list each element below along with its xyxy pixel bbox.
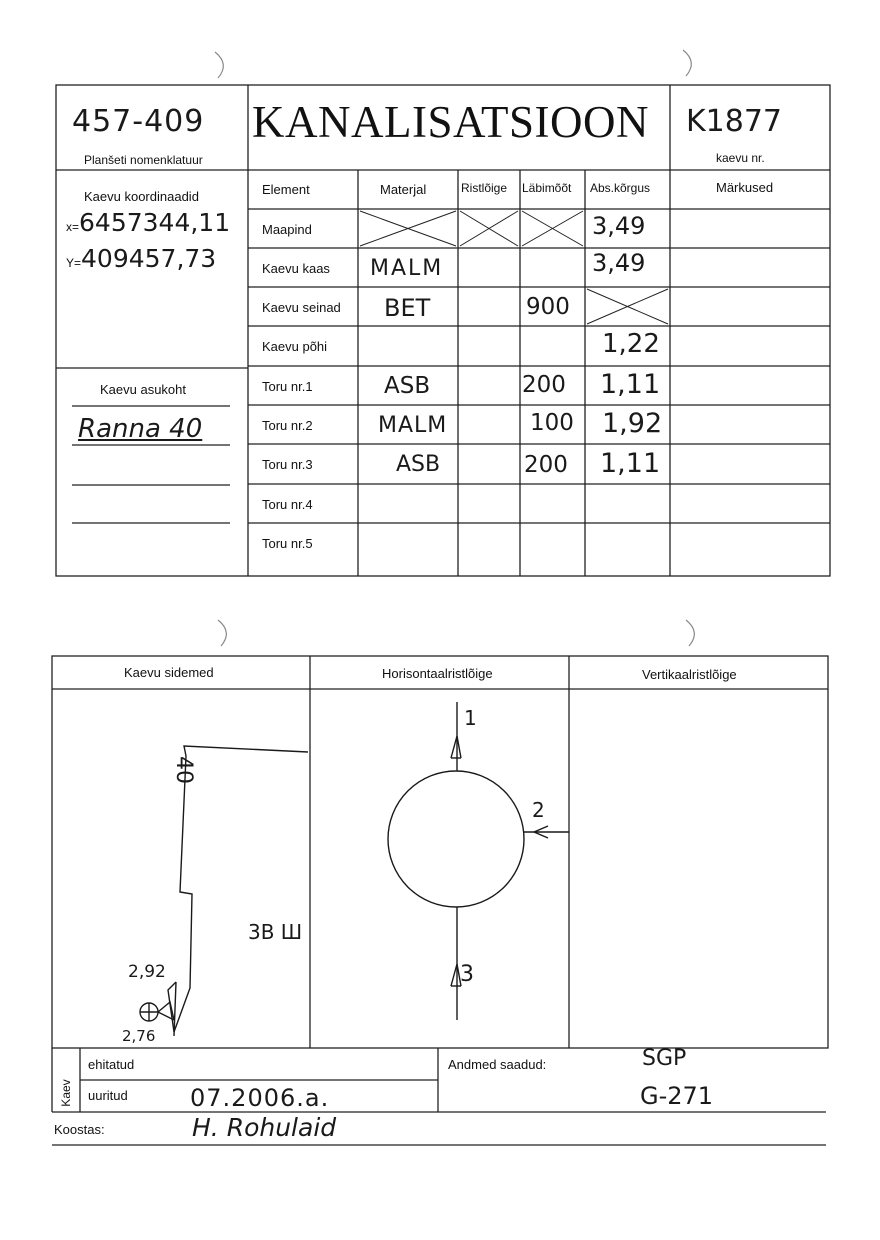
pipe-label-1: 1	[464, 706, 477, 730]
walls-material: BET	[384, 294, 431, 322]
kaev-label: Kaev	[59, 1079, 73, 1107]
pipe-3-elevation: 1,11	[600, 448, 661, 479]
compiled-label: Koostas:	[54, 1122, 105, 1137]
col-header-section: Ristlõige	[461, 181, 508, 195]
references-sketch	[52, 690, 310, 1048]
pipe-label-3: 3	[460, 962, 474, 987]
row-label-pipe-3: Toru nr.3	[262, 457, 313, 472]
lid-elevation: 3,49	[592, 249, 646, 277]
walls-diameter: 900	[526, 294, 570, 320]
row-label-ground: Maapind	[262, 222, 312, 237]
bottom-elevation: 1,22	[602, 329, 660, 359]
data-source-value-1: SGP	[642, 1046, 687, 1071]
compiled-value: H. Rohulaid	[192, 1113, 337, 1142]
col-header-elevation: Abs.kõrgus	[590, 181, 651, 195]
well-outline	[388, 771, 524, 907]
coordinates-label: Kaevu koordinaadid	[84, 189, 199, 204]
sketch-header-vertical: Vertikaalristlõige	[642, 667, 737, 682]
col-header-diameter: Läbimõõt	[522, 181, 572, 195]
surveyed-label: uuritud	[88, 1088, 128, 1103]
reference-upper: 2,92	[128, 962, 166, 982]
direction-mark: 3B Ш	[248, 920, 303, 944]
col-header-remarks: Märkused	[716, 180, 774, 195]
pipe-1-elevation: 1,11	[600, 369, 661, 400]
row-label-walls: Kaevu seinad	[262, 300, 341, 315]
location-value: Ranna 40	[78, 414, 203, 444]
coordinate-x	[66, 208, 230, 237]
row-label-bottom: Kaevu põhi	[262, 339, 328, 354]
pipe-2-diameter: 100	[530, 410, 574, 436]
lid-material: MALM	[370, 256, 444, 281]
pipe-3-material: ASB	[396, 452, 441, 477]
col-header-material: Materjal	[380, 182, 427, 197]
sheet-number-label: Planšeti nomenklatuur	[84, 153, 203, 167]
sheet-number: 457-409	[72, 104, 205, 139]
sketch-header-horizontal: Horisontaalristlõige	[382, 666, 493, 681]
col-header-element: Element	[262, 182, 310, 197]
reference-lower: 2,76	[122, 1027, 156, 1045]
pipe-2-elevation: 1,92	[602, 408, 663, 439]
well-number: K1877	[686, 104, 783, 139]
row-label-pipe-1: Toru nr.1	[262, 379, 313, 394]
coordinate-y	[66, 244, 216, 273]
well-number-label: kaevu nr.	[716, 151, 765, 165]
pipe-1-material: ASB	[384, 373, 431, 399]
pipe-3-diameter: 200	[524, 452, 568, 478]
coordinate-y-label: Y=	[66, 256, 82, 270]
data-source-label: Andmed saadud:	[448, 1057, 547, 1072]
pipe-1-diameter: 200	[522, 372, 566, 398]
surveyed-value: 07.2006.a.	[190, 1084, 330, 1112]
coordinate-x-label: x=	[66, 220, 80, 234]
row-label-lid: Kaevu kaas	[262, 261, 330, 276]
row-label-pipe-2: Toru nr.2	[262, 418, 313, 433]
row-label-pipe-4: Toru nr.4	[262, 497, 313, 512]
data-source-value-2: G-271	[640, 1082, 714, 1110]
row-label-pipe-5: Toru nr.5	[262, 536, 313, 551]
coordinate-x-value: 6457344,11	[79, 208, 231, 237]
form-title: KANALISATSIOON	[252, 97, 649, 147]
location-label: Kaevu asukoht	[100, 382, 187, 397]
pipe-2-material: MALM	[378, 413, 448, 438]
pipe-label-2: 2	[532, 798, 545, 822]
top-form-grid	[0, 0, 880, 600]
coordinate-y-value: 409457,73	[81, 244, 217, 273]
sketch-header-references: Kaevu sidemed	[124, 665, 214, 680]
ground-elevation: 3,49	[592, 212, 646, 240]
horizontal-section-sketch	[310, 690, 569, 1048]
house-number: 40	[171, 756, 196, 784]
built-label: ehitatud	[88, 1057, 135, 1072]
